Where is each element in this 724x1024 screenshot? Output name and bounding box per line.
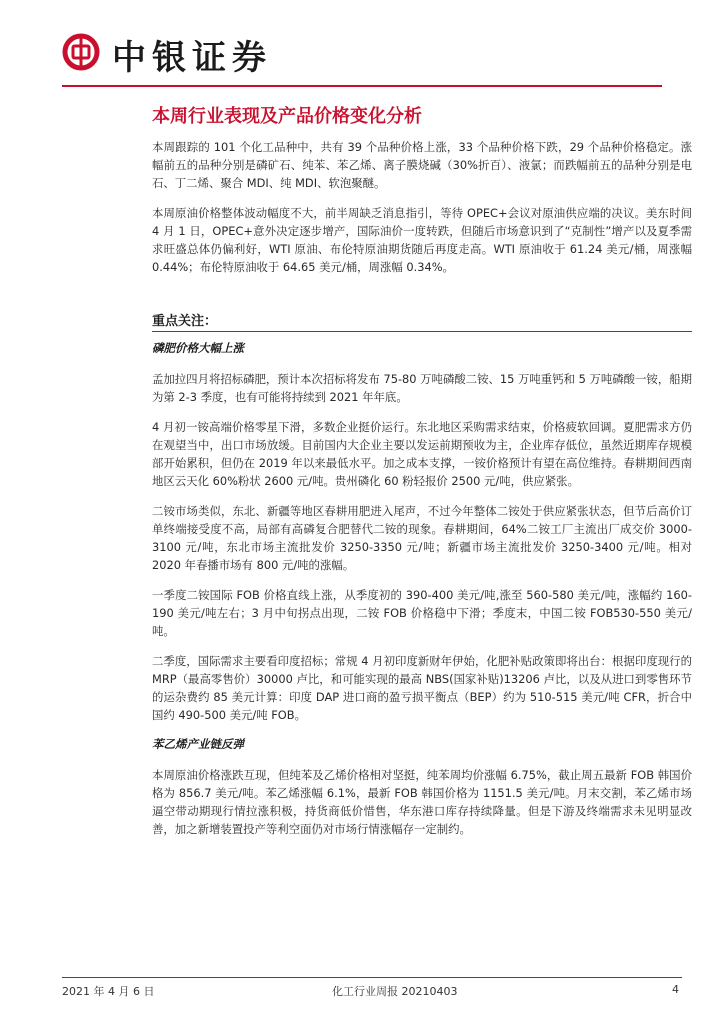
topic-paragraph: 二季度，国际需求主要看印度招标；常规 4 月初印度新财年伊始，化肥补贴政策即将出台：根据印度现行的 MRP（最高零售价）30000 卢比，和可能实现的最高 NBS(国家补贴)13206 卢比，以及从进口到零售环节的运杂费约 85 美元计算：印度 DAP 进口商的盈亏损平衡点（BEP）约为 510-515 美元/吨 CFR，折合中国约 490-500 美元/吨 FOB。 (152, 654, 692, 722)
topic-paragraph: 二铵市场类似，东北、新疆等地区春耕用肥进入尾声，不过今年整体二铵处于供应紧张状态，但节后高价订单终端接受度不高，局部有高磷复合肥替代二铵的现象。春耕期间，64%二铵工厂主流出厂成交价 3000-3100 元/吨，东北市场主流批发价 3250-3350 元/吨；新疆市场主流批发价 3250-3400 元/吨。相对 2020 年春播市场有 800 元/吨的涨幅。 (152, 504, 692, 572)
intro-paragraph: 本周跟踪的 101 个化工品种中，共有 39 个品种价格上涨，33 个品种价格下跌，29 个品种价格稳定。涨幅前五的品种分别是磷矿石、纯苯、苯乙烯、离子膜烧碱（30%折百）、液氯；而跌幅前五的品种分别是电石、丁二烯、聚合 MDI、纯 MDI、软泡聚醚。 (152, 140, 692, 190)
section-title: 本周行业表现及产品价格变化分析 (152, 106, 422, 127)
topic-paragraph: 4 月初一铵高端价格零星下滑，多数企业挺价运行。东北地区采购需求结束，价格疲软回调。夏肥需求方仍在观望当中，出口市场放缓。目前国内大企业主要以发运前期预收为主，企业库存低位，虽然近期库存规模部开始累积，但仍在 2019 年以来最低水平。加之成本支撑，一铵价格预计有望在高位维持。春耕期间西南地区云天化 60%粉状 2600 元/吨。贵州磷化 60 粉轻报价 2500 元/吨，供应紧张。 (152, 420, 692, 488)
topic-paragraph: 孟加拉四月将招标磷肥，预计本次招标将发布 75-80 万吨磷酸二铵、15 万吨重钙和 5 万吨磷酸一铵，船期为第 2-3 季度，也有可能将持续到 2021 年年底。 (152, 372, 692, 404)
topic-heading-styrene: 苯乙烯产业链反弹 (152, 737, 244, 751)
footer-divider (62, 977, 682, 978)
focus-divider (152, 331, 692, 332)
topic-paragraph: 一季度二铵国际 FOB 价格直线上涨，从季度初的 390-400 美元/吨,涨至 560-580 美元/吨，涨幅约 160-190 美元/吨左右；3 月中旬拐点出现，二铵 FOB 价格稳中下滑；季度末，中国二铵 FOB530-550 美元/吨。 (152, 588, 692, 638)
footer-date: 2021 年 4 月 6 日 (62, 985, 155, 998)
page-header (0, 0, 724, 96)
topic-paragraph: 本周原油价格涨跌互现，但纯苯及乙烯价格相对坚挺，纯苯周均价涨幅 6.75%，截止周五最新 FOB 韩国价格为 856.7 美元/吨。苯乙烯涨幅 6.1%，最新 FOB 韩国价格为 1151.5 美元/吨。月末交割，苯乙烯市场逼空带动期现行情拉涨积极，持货商低价惜售，华东港口库存持续降量。但是下游及终端需求未见明显改善，加之新增装置投产等利空面仍对市场行情涨幅存一定制约。 (152, 768, 692, 836)
intro-paragraph: 本周原油价格整体波动幅度不大，前半周缺乏消息指引，等待 OPEC+会议对原油供应端的决议。美东时间 4 月 1 日，OPEC+意外决定逐步增产，国际油价一度转跌，但随后市场意识到了“克制性”增产以及夏季需求旺盛总体仍偏利好，WTI 原油、布伦特原油期货随后再度走高。WTI 原油收于 61.24 美元/桶，周涨幅 0.44%；布伦特原油收于 64.65 美元/桶，周涨幅 0.34%。 (152, 206, 692, 274)
bank-of-china-logo-icon (62, 33, 100, 71)
page-number: 4 (672, 983, 679, 996)
brand-name: 中银证券 (112, 38, 272, 78)
topic-heading-phosphate: 磷肥价格大幅上涨 (152, 341, 244, 355)
header-divider (62, 85, 662, 87)
footer-report-title: 化工行业周报 20210403 (332, 985, 458, 998)
focus-heading: 重点关注： (152, 314, 218, 329)
report-body (152, 138, 692, 850)
